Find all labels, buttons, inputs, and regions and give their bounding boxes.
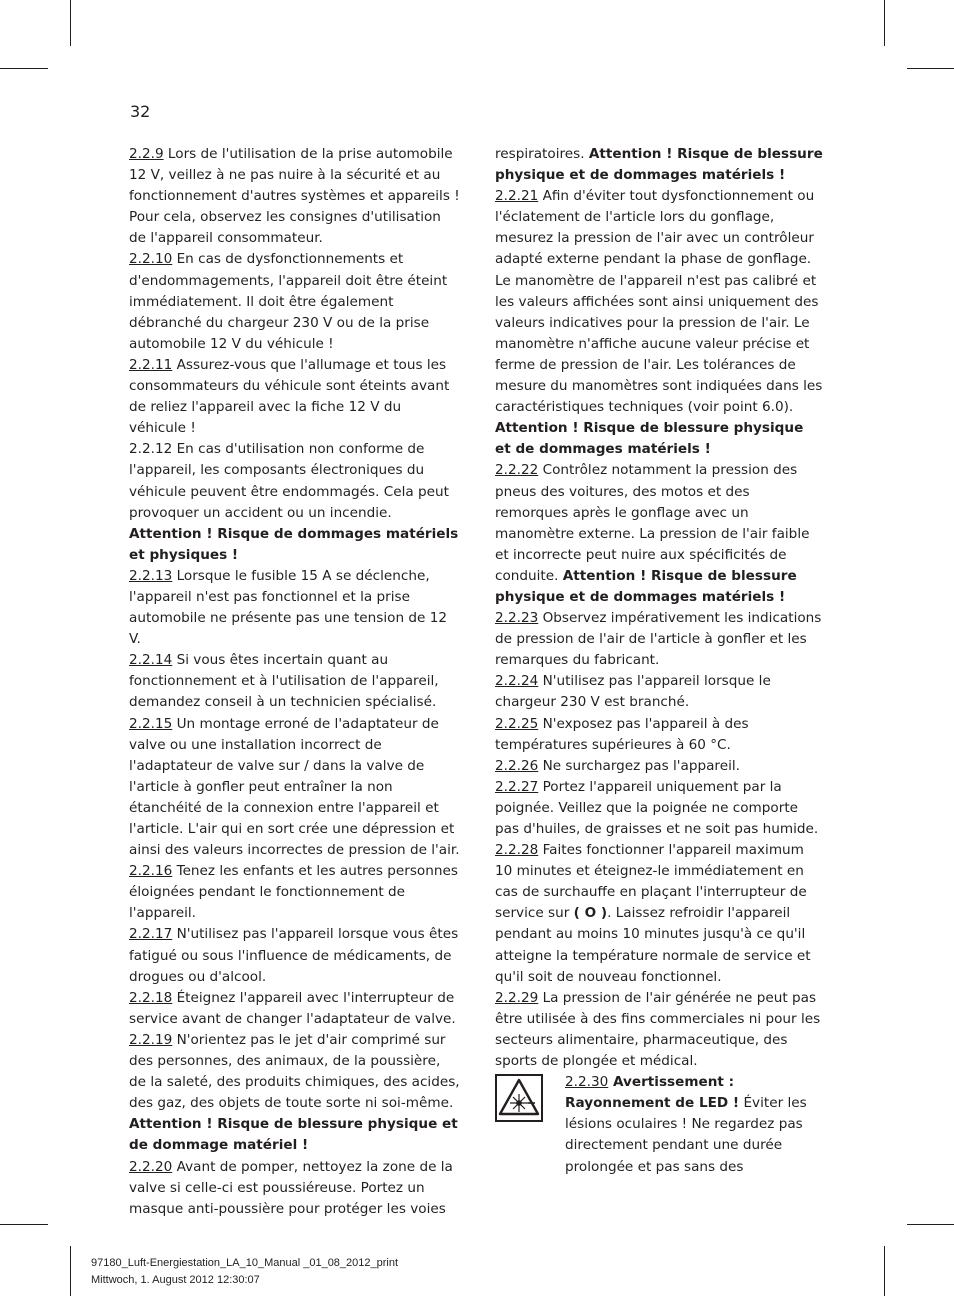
paragraph-2-2-23: 2.2.23 Observez impérativement les indications de pression de l'air de l'article à gonfler et les remarques du fabricant. <box>495 610 822 669</box>
paragraph-2-2-19: 2.2.19 N'orientez pas le jet d'air comprimé sur des personnes, des animaux, de la poussière, de la saleté, des produits chimiques, des acides, des gaz, des objets de toute sorte ni soi-même. <box>129 1031 460 1112</box>
paragraph-2-2-27: 2.2.27 Portez l'appareil uniquement par la poignée. Veillez que la poignée ne comporte pas d'huiles, de graisses et ne soit pas humide. <box>495 778 819 837</box>
paragraph-2-2-18: 2.2.18 Éteignez l'appareil avec l'interrupteur de service avant de changer l'adaptateur de valve. <box>129 989 456 1027</box>
paragraph-2-2-13: 2.2.13 Lorsque le fusible 15 A se déclenche, l'appareil n'est pas fonctionnel et la prise automobile ne présente pas une tension de 12 V. <box>129 567 447 648</box>
paragraph-2-2-12: 2.2.12 En cas d'utilisation non conforme de l'appareil, les composants électroniques du véhicule peuvent être endommagés. Cela peut provoquer un accident ou un incendie. Attention ! Risque de dommages matériels et physiques ! <box>129 441 459 563</box>
footer-filename: 97180_Luft-Energiestation_LA_10_Manual _01_08_2012_print <box>91 1257 399 1269</box>
warning-text: Attention ! Risque de blessure physique et de dommages matériels ! <box>495 420 804 458</box>
crop-mark <box>0 1224 48 1225</box>
page-number: 32 <box>130 102 151 121</box>
warning-text: Attention ! Risque de blessure physique et de dommages matériels ! <box>495 567 797 605</box>
footer-timestamp: Mittwoch, 1. August 2012 12:30:07 <box>91 1274 260 1286</box>
crop-mark <box>907 68 954 69</box>
laser-warning-icon <box>495 1074 543 1122</box>
paragraph-2-2-21: 2.2.21 Afin d'éviter tout dysfonctionnement ou l'éclatement de l'article lors du gonflage, mesurez la pression de l'air avec un contrôleur adapté externe pendant la phase de gonflage. Le manomètre de l'appareil n'est pas calibré et les valeurs affichées sont ainsi uniquement des valeurs indicatives pour la pression de l'air. Le manomètre n'affiche aucune valeur précise et ferme de pression de l'air. Les tolérances de mesure du manomètres sont indiquées dans les caractéristiques techniques (voir point 6.0). Attention ! Risque de blessure physique et de dommages matériels ! <box>495 188 823 458</box>
crop-mark <box>884 1246 885 1296</box>
paragraph-2-2-20: 2.2.20 Avant de pomper, nettoyez la zone de la valve si celle-ci est poussiéreuse. Portez un masque anti-poussière pour protéger les voies <box>129 1158 453 1217</box>
warning-text: Avertissement : Rayonnement de LED ! <box>565 1074 740 1112</box>
crop-mark <box>0 68 48 69</box>
crop-mark <box>70 1246 71 1296</box>
paragraph-2-2-16: 2.2.16 Tenez les enfants et les autres personnes éloignées pendant le fonctionnement de l'appareil. <box>129 863 458 922</box>
paragraph-2-2-28: 2.2.28 Faites fonctionner l'appareil maximum 10 minutes et éteignez-le immédiatement en cas de surchauffe en plaçant l'interrupteur de service sur ( O ). Laissez refroidir l'appareil pendant au moins 10 minutes jusqu'à ce qu'il atteigne la température normale de service et qu'il soit de nouveau fonctionnel. <box>495 842 811 985</box>
warning-text: Attention ! Risque de blessure physique et de dommage matériel ! <box>129 1116 458 1154</box>
paragraph-2-2-22: 2.2.22 Contrôlez notamment la pression des pneus des voitures, des motos et des remorques après le gonflage avec un manomètre externe. La pression de l'air faible et incorrecte peut nuire aux spécificités de conduite. Attention ! Risque de blessure physique et de dommages matériels ! <box>495 462 810 605</box>
led-warning <box>495 1072 823 1177</box>
paragraph-2-2-10: 2.2.10 En cas de dysfonctionnements et d'endommagements, l'appareil doit être éteint immédiatement. Il doit être également débranché du chargeur 230 V ou de la prise automobile 12 V du véhicule ! <box>129 251 448 352</box>
paragraph-2-2-17: 2.2.17 N'utilisez pas l'appareil lorsque vous êtes fatigué ou sous l'influence de médicaments, de drogues ou d'alcool. <box>129 926 459 985</box>
print-footer <box>91 1255 398 1289</box>
left-column <box>129 144 461 1220</box>
warning-text: Attention ! Risque de dommages matériels et physiques ! <box>129 525 459 563</box>
crop-mark <box>70 0 71 46</box>
paragraph-2-2-24: 2.2.24 N'utilisez pas l'appareil lorsque le chargeur 230 V est branché. <box>495 673 771 711</box>
crop-mark <box>884 0 885 46</box>
right-column <box>495 144 823 1178</box>
paragraph-2-2-14: 2.2.14 Si vous êtes incertain quant au fonctionnement et à l'utilisation de l'appareil, demandez conseil à un technicien spécialisé. <box>129 652 439 711</box>
warning-text: Attention ! Risque de blessure physique et de dommages matériels ! <box>495 146 823 184</box>
switch-off-symbol: ( O ) <box>573 905 608 922</box>
paragraph-2-2-26: 2.2.26 Ne surchargez pas l'appareil. <box>495 757 740 774</box>
paragraph-2-2-15: 2.2.15 Un montage erroné de l'adaptateur de valve ou une installation incorrect de l'adaptateur de valve sur / dans la valve de l'article à gonfler peut entraîner la non étanchéité de la connexion entre l'appareil et l'article. L'air qui en sort crée une dépression et ainsi des valeurs incorrectes de pression de l'air. <box>129 715 460 859</box>
paragraph-2-2-9: 2.2.9 Lors de l'utilisation de la prise automobile 12 V, veillez à ne pas nuire à la sécurité et au fonctionnement d'autres systèmes et appareils ! Pour cela, observez les consignes d'utilisation de l'appareil consommateur. <box>129 146 460 247</box>
paragraph-2-2-25: 2.2.25 N'exposez pas l'appareil à des températures supérieures à 60 °C. <box>495 715 749 753</box>
paragraph-continued: respiratoires. Attention ! Risque de blessure physique et de dommages matériels ! <box>495 146 823 184</box>
paragraph-2-2-29: 2.2.29 La pression de l'air générée ne peut pas être utilisée à des fins commerciales ni pour les secteurs alimentaire, pharmaceutique, des sports de plongée et médical. <box>495 989 821 1070</box>
paragraph-2-2-11: 2.2.11 Assurez-vous que l'allumage et tous les consommateurs du véhicule sont éteints avant de reliez l'appareil avec la fiche 12 V du véhicule ! <box>129 356 450 437</box>
paragraph-2-2-30: 2.2.30 Avertissement : Rayonnement de LED ! Éviter les lésions oculaires ! Ne regardez pas directement pendant une durée prolongée et pas sans des <box>565 1074 807 1175</box>
crop-mark <box>907 1224 954 1225</box>
